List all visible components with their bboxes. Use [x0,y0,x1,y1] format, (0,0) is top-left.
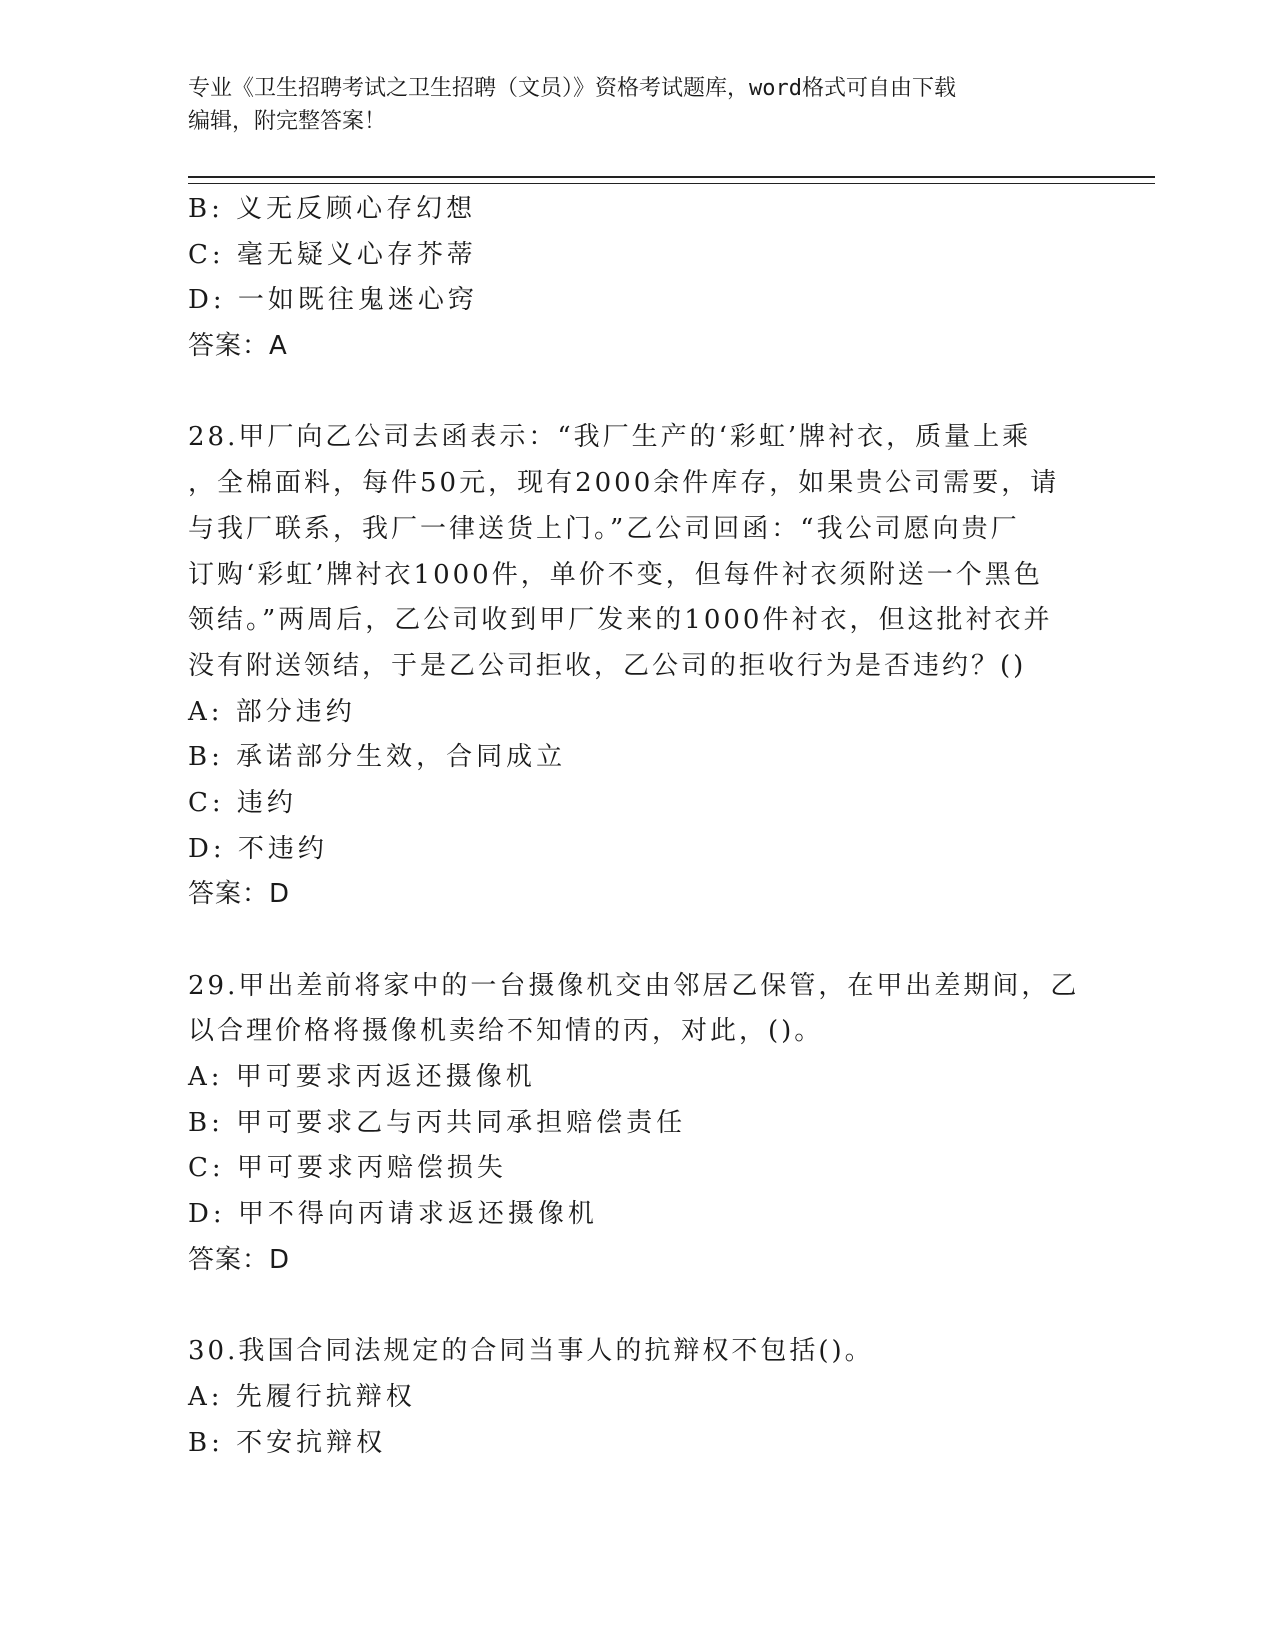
option-b: B: 承诺部分生效，合同成立 [188,742,567,773]
question-text-line: 以合理价格将摄像机卖给不知情的丙，对此，()。 [188,1016,824,1047]
option-c: C: 违约 [188,787,297,818]
option-c: C: 甲可要求丙赔偿损失 [188,1153,507,1184]
answer-label: 答案：D [188,879,291,910]
question-29 [188,964,1088,1284]
question-27-continued [188,187,1088,370]
document-header [188,72,1068,138]
question-text-line: 订购‘彩虹’牌衬衣1000件，单价不变，但每件衬衣须附送一个黑色 [188,559,1043,590]
document-body [188,187,1088,1466]
option-a: A: 甲可要求丙返还摄像机 [188,1062,536,1093]
answer-label: 答案：A [188,331,288,362]
question-28 [188,415,1088,918]
question-text-line: 29.甲出差前将家中的一台摄像机交由邻居乙保管，在甲出差期间，乙 [188,970,1080,1001]
spacer [188,1284,1088,1330]
question-30 [188,1329,1088,1466]
option-d: D: 甲不得向丙请求返还摄像机 [188,1199,598,1230]
spacer [188,370,1088,416]
question-text-line: 30.我国合同法规定的合同当事人的抗辩权不包括()。 [188,1336,874,1367]
header-divider [188,176,1155,184]
question-text-line: 与我厂联系，我厂一律送货上门。”乙公司回函：“我公司愿向贵厂 [188,513,1020,544]
option-b: B: 甲可要求乙与丙共同承担赔偿责任 [188,1107,687,1138]
option-a: A: 部分违约 [188,696,356,727]
question-text-line: ，全棉面料，每件50元，现有2000余件库存，如果贵公司需要，请 [188,468,1060,499]
header-line-2: 编辑，附完整答案！ [188,109,387,134]
option-b: B: 不安抗辩权 [188,1427,387,1458]
question-text-line: 28.甲厂向乙公司去函表示：“我厂生产的‘彩虹’牌衬衣，质量上乘 [188,422,1032,453]
option-d: D: 一如既往鬼迷心窍 [188,285,478,316]
option-b: B: 义无反顾心存幻想 [188,194,477,224]
option-c: C: 毫无疑义心存芥蒂 [188,239,477,270]
answer-label: 答案：D [188,1244,291,1275]
option-a: A: 先履行抗辩权 [188,1381,416,1412]
header-line-1: 专业《卫生招聘考试之卫生招聘（文员）》资格考试题库，word格式可自由下载 [188,76,956,101]
question-text-line: 没有附送领结，于是乙公司拒收，乙公司的拒收行为是否违约？() [188,650,1027,681]
option-d: D: 不违约 [188,833,328,864]
spacer [188,918,1088,964]
question-text-line: 领结。”两周后，乙公司收到甲厂发来的1000件衬衣，但这批衬衣并 [188,605,1053,636]
